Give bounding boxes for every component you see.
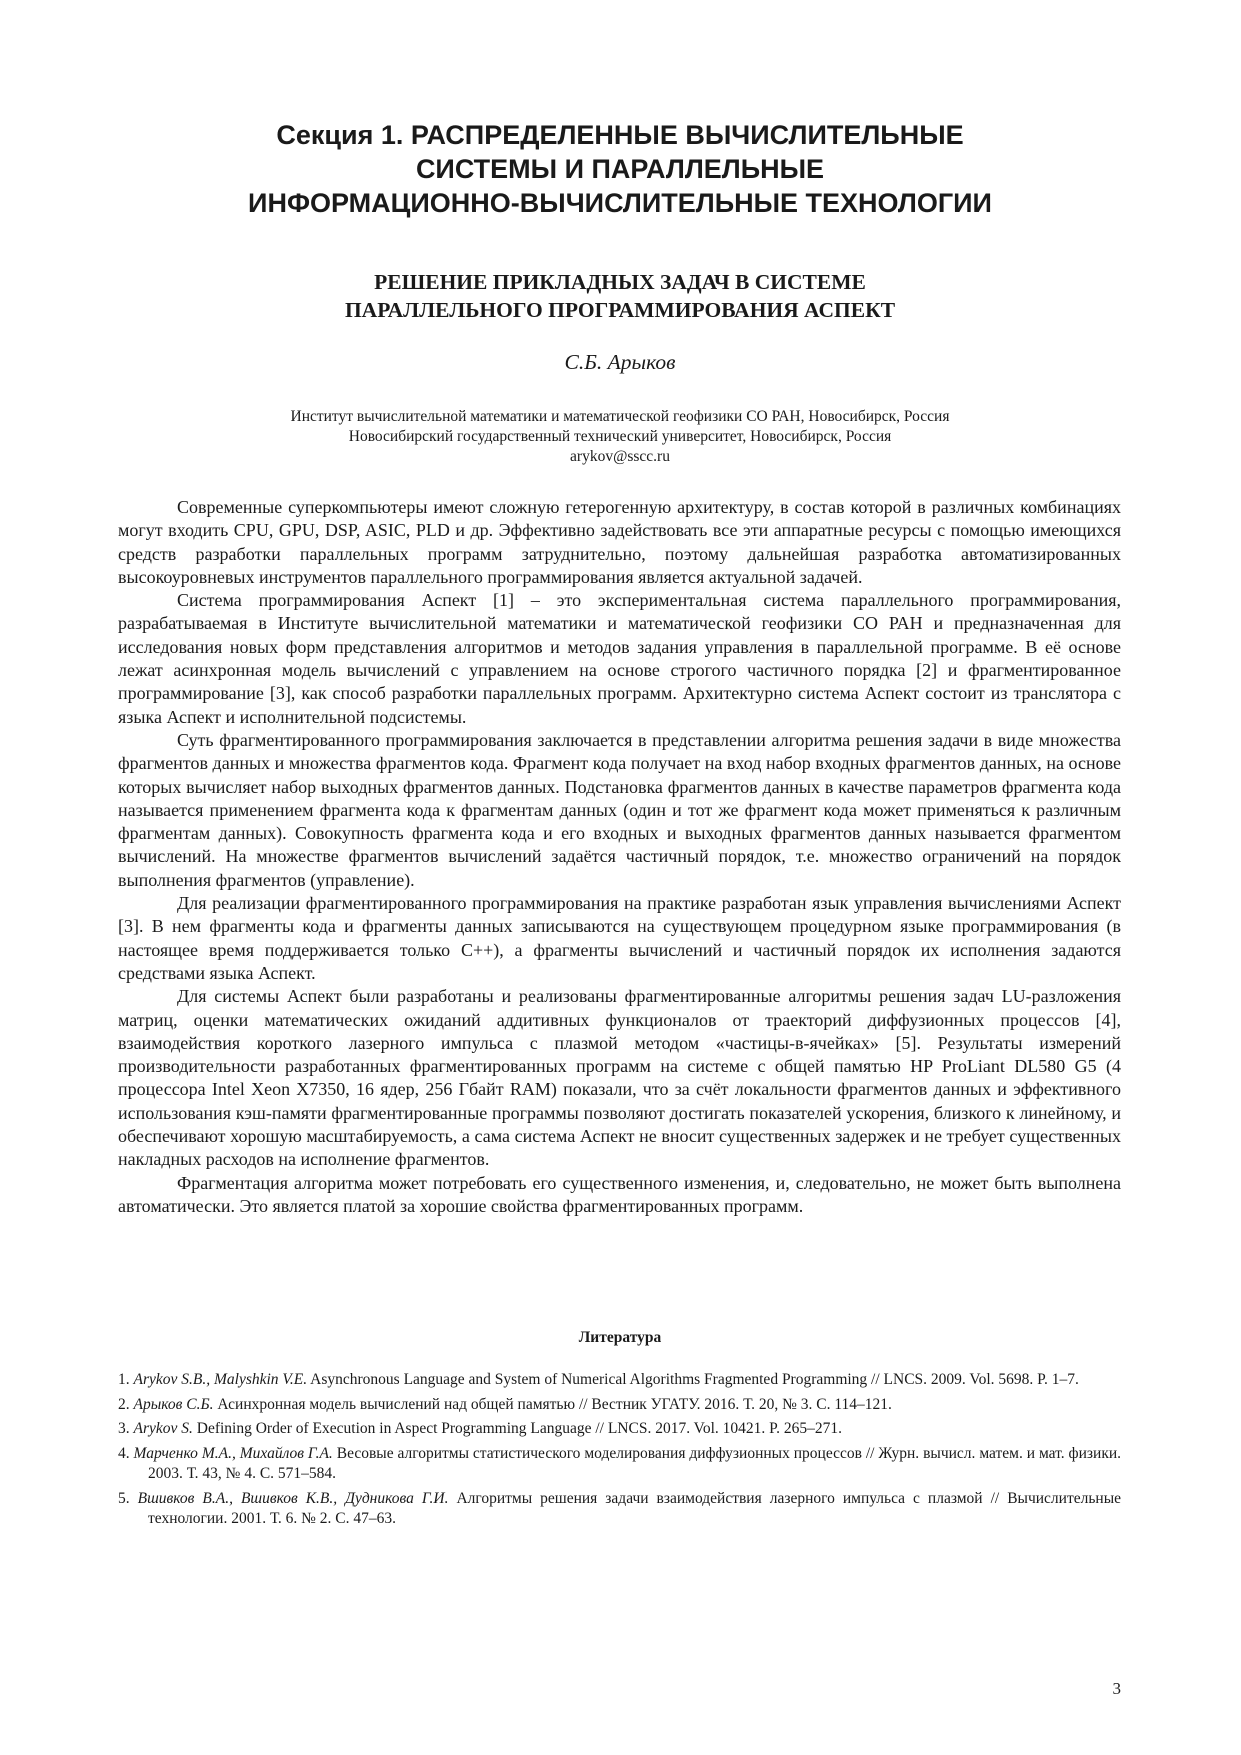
- reference-number: 3.: [118, 1420, 130, 1437]
- paragraph: Суть фрагментированного программирования заключается в представлении алгоритма решения задачи в виде множества фрагментов данных и множества фрагментов кода. Фрагмент кода получает на вход набор входных фрагментов данных, на основе которых вычисляет набор выходных фрагментов данных. Подстановка фрагментов данных в качестве параметров фрагмента кода называется применением фрагмента кода к фрагментам данных (один и тот же фрагмент кода может применяться к различным фрагментам данных). Совокупность фрагмента кода и его входных и выходных фрагментов данных называется фрагментом вычислений. На множестве фрагментов вычислений задаётся частичный порядок, т.е. множество ограничений на порядок выполнения фрагментов (управление).: [118, 729, 1121, 890]
- paragraph: Современные суперкомпьютеры имеют сложную гетерогенную архитектуру, в состав которой в различных комбинациях могут входить CPU, GPU, DSP, ASIC, PLD и др. Эффективно задействовать все эти аппаратные ресурсы с помощью имеющихся средств разработки параллельных программ затруднительно, поэтому дальнейшая разработка автоматизированных высокоуровневых инструментов параллельного программирования является актуальной задачей.: [118, 497, 1121, 587]
- section-title-line: СИСТЕМЫ И ПАРАЛЛЕЛЬНЫЕ: [415, 154, 825, 184]
- reference-authors: Арыков С.Б.: [133, 1395, 214, 1413]
- reference-item: [118, 1419, 1121, 1440]
- paragraph: Фрагментация алгоритма может потребовать его существенного изменения, и, следовательно, не может быть выполнена автоматически. Это является платой за хорошие свойства фрагментированных программ.: [118, 1172, 1121, 1216]
- reference-text: Весовые алгоритмы статистического моделирования диффузионных процессов // Журн. вычисл. матем. и мат. физики. 2003. Т. 43, № 4. С. 571–584.: [148, 1444, 1122, 1482]
- body-text: [118, 496, 1121, 1218]
- literature-heading: Литература: [578, 1329, 662, 1346]
- reference-number: 2.: [118, 1395, 130, 1413]
- author-name: С.Б. Арыков: [564, 350, 676, 374]
- reference-list: [118, 1370, 1121, 1534]
- reference-number: 1.: [118, 1371, 130, 1388]
- reference-authors: Марченко М.А., Михайлов Г.А.: [133, 1444, 333, 1462]
- reference-authors: Arykov S.B., Malyshkin V.E.: [133, 1371, 308, 1388]
- reference-item: [118, 1444, 1121, 1485]
- paragraph: Для системы Аспект были разработаны и реализованы фрагментированные алгоритмы решения задач LU-разложения матриц, оценки математических ожиданий аддитивных функционалов от траекторий диффузионных процессов [4], взаимодействия короткого лазерного импульса с плазмой методом «частицы-в-ячейках» [5]. Результаты измерений производительности разработанных фрагментированных программ на системе с общей памятью HP ProLiant DL580 G5 (4 процессора Intel Xeon X7350, 16 ядер, 256 Гбайт RAM) показали, что за счёт локальности фрагментов данных и эффективного использования кэш-памяти фрагментированные программы позволяют достигать показателей ускорения, близкого к линейному, и обеспечивают хорошую масштабируемость, а сама система Аспект не вносит существенных задержек и не требует существенных накладных расходов на исполнение фрагментов.: [118, 986, 1121, 1170]
- reference-text: Алгоритмы решения задачи взаимодействия лазерного импульса с плазмой // Вычислительные технологии. 2001. Т. 6. № 2. С. 47–63.: [148, 1489, 1121, 1527]
- reference-number: 5.: [118, 1489, 130, 1507]
- author-email: arykov@sscc.ru: [570, 448, 670, 465]
- paragraph: Система программирования Аспект [1] – это экспериментальная система параллельного программирования, разрабатываемая в Институте вычислительной математики и математической геофизики СО РАН и предназначенная для исследования новых форм представления алгоритмов и методов задания управления в параллельной программе. В её основе лежат асинхронная модель вычислений с управлением на основе строгого частичного порядка [2] и фрагментированное программирование [3], как способ разработки параллельных программ. Архитектурно система Аспект состоит из транслятора с языка Аспект и исполнительной подсистемы.: [118, 590, 1121, 727]
- section-title-line: Секция 1. РАСПРЕДЕЛЕННЫЕ ВЫЧИСЛИТЕЛЬНЫЕ: [276, 120, 964, 150]
- affiliations: [150, 407, 1090, 467]
- paragraph: Для реализации фрагментированного программирования на практике разработан язык управления вычислениями Аспект [3]. В нем фрагменты кода и фрагменты данных записываются на существующем процедурном языке программирования (в настоящее время поддерживается только C++), а фрагменты вычислений и частичный порядок их исполнения задаются средствами языка Аспект.: [118, 893, 1121, 983]
- reference-authors: Вшивков В.А., Вшивков К.В., Дудникова Г.И.: [137, 1489, 449, 1507]
- section-title-line: ИНФОРМАЦИОННО-ВЫЧИСЛИТЕЛЬНЫЕ ТЕХНОЛОГИИ: [248, 188, 992, 218]
- reference-authors: Arykov S.: [133, 1420, 193, 1437]
- affiliation-university: Новосибирский государственный технический университет, Новосибирск, Россия: [348, 428, 892, 445]
- reference-item: [118, 1370, 1121, 1391]
- section-title: [150, 118, 1090, 220]
- reference-text: Асинхронная модель вычислений над общей памятью // Вестник УГАТУ. 2016. Т. 20, № 3. С. 114–121.: [213, 1395, 892, 1413]
- page-number: 3: [1112, 1679, 1121, 1698]
- paper-title-line: РЕШЕНИЕ ПРИКЛАДНЫХ ЗАДАЧ В СИСТЕМЕ: [374, 270, 866, 294]
- paper-title-line: ПАРАЛЛЕЛЬНОГО ПРОГРАММИРОВАНИЯ АСПЕКТ: [344, 298, 896, 322]
- paper-title: [150, 268, 1090, 324]
- reference-item: [118, 1489, 1121, 1530]
- reference-number: 4.: [118, 1444, 130, 1462]
- reference-text: Defining Order of Execution in Aspect Programming Language // LNCS. 2017. Vol. 10421. P. 265–271.: [192, 1420, 842, 1437]
- reference-text: Asynchronous Language and System of Numerical Algorithms Fragmented Programming // LNCS. 2009. Vol. 5698. P. 1–7.: [307, 1371, 1079, 1388]
- affiliation-institute: Институт вычислительной математики и математической геофизики СО РАН, Новосибирск, Россия: [290, 408, 950, 425]
- reference-item: [118, 1395, 1121, 1416]
